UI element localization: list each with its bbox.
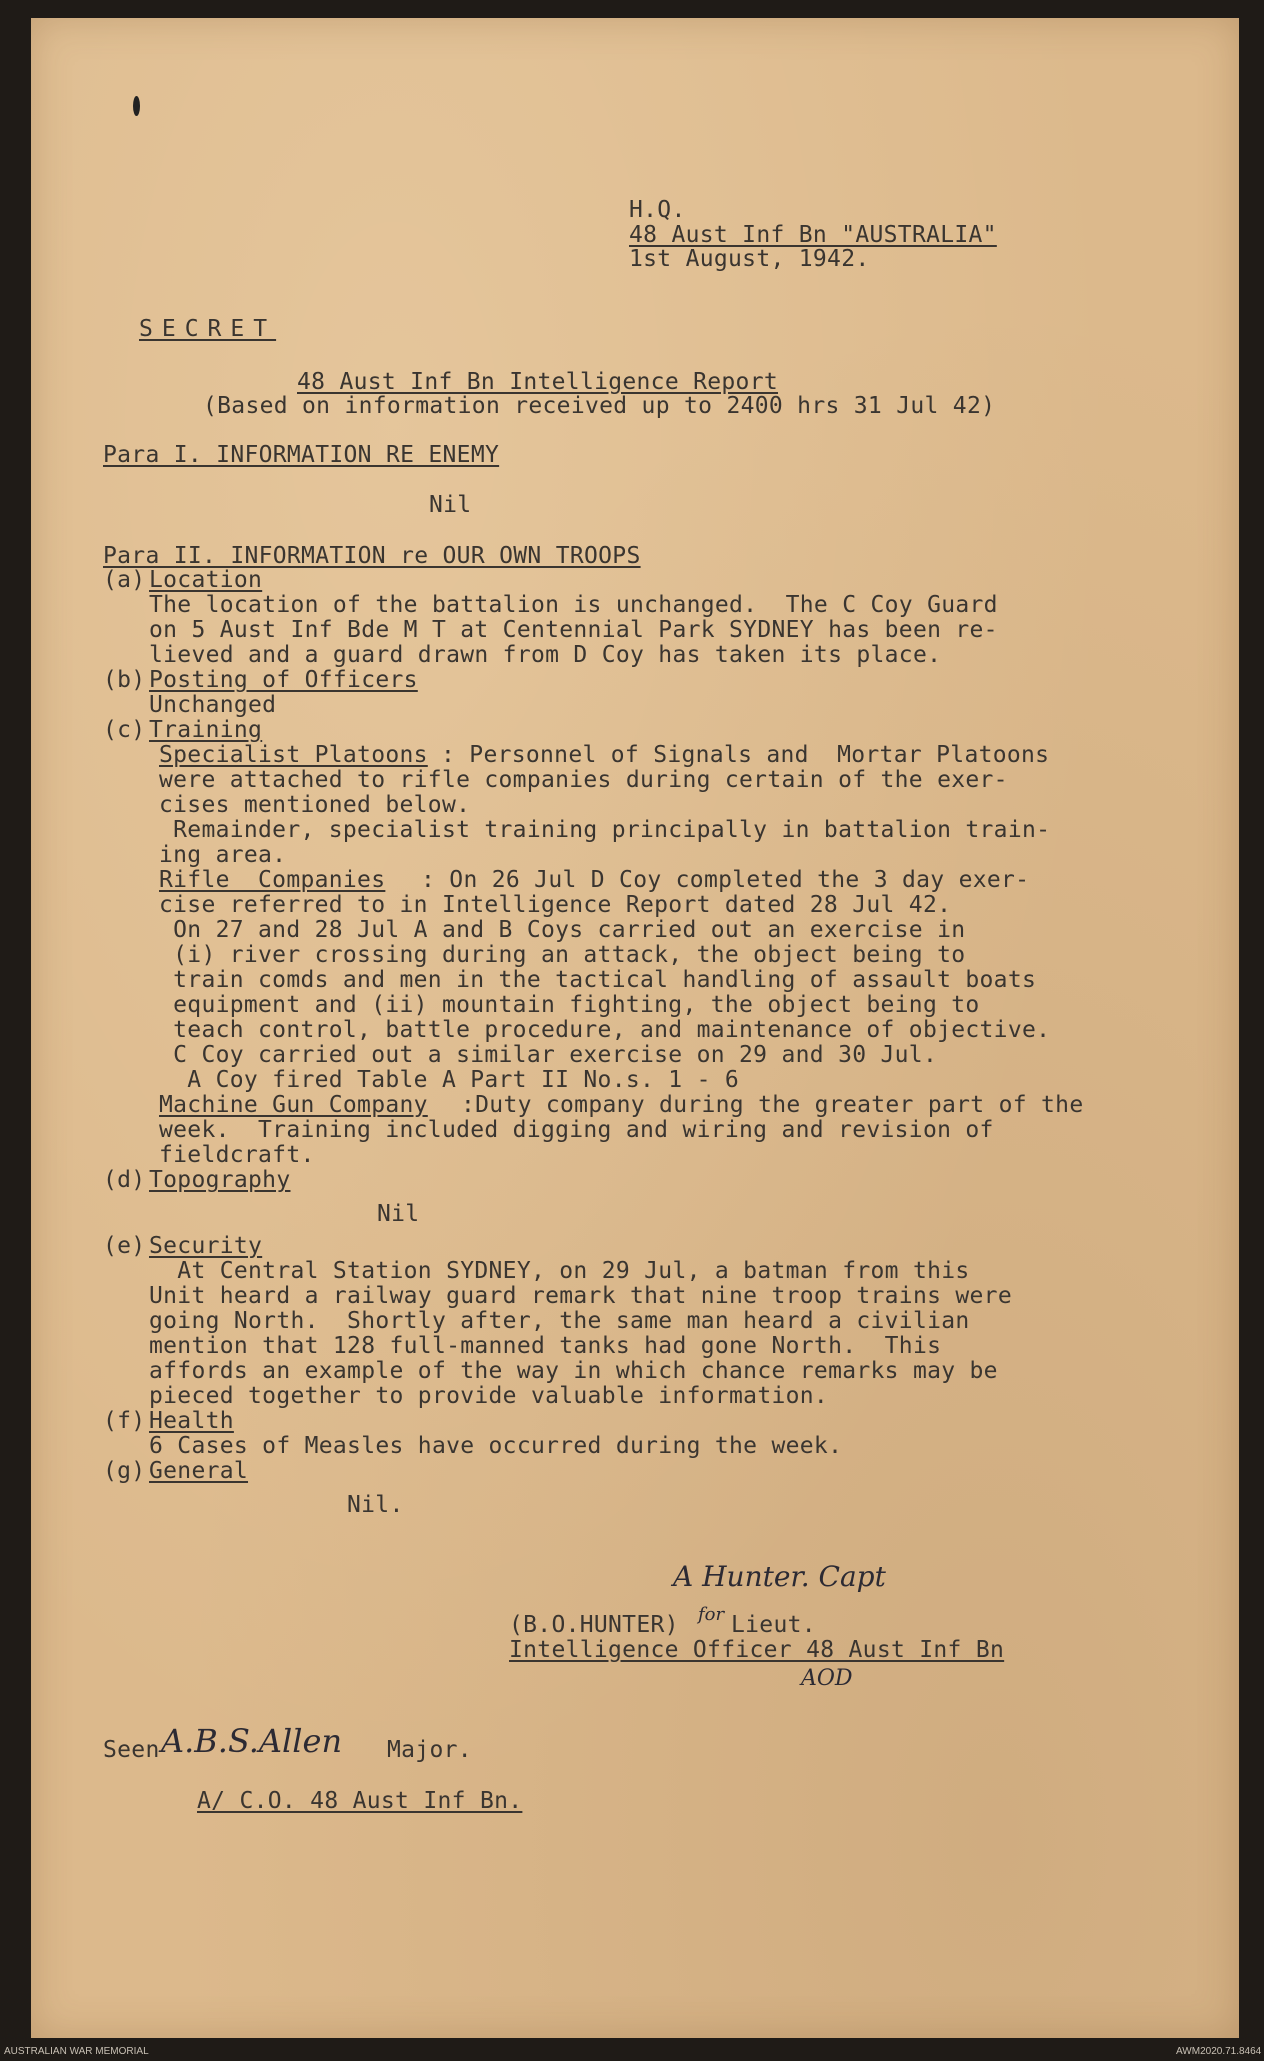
para2-heading: Para II. INFORMATION re OUR OWN TROOPS [103, 543, 641, 569]
item-f-title: Health [149, 1408, 234, 1434]
item-g-label: (g) [103, 1458, 146, 1484]
item-e-line-6: pieced together to provide valuable information. [149, 1383, 829, 1409]
item-a-title: Location [149, 567, 263, 593]
co-signature: A.B.S.Allen [161, 1722, 343, 1760]
item-a-line-2: on 5 Aust Inf Bde M T at Centennial Park SYDNEY has been re- [149, 617, 998, 643]
item-e-line-5: affords an example of the way in which chance remarks may be [149, 1358, 998, 1384]
rifle-line-6: equipment and (ii) mountain fighting, the object being to [159, 992, 980, 1018]
rifle-title: Rifle Companies [159, 867, 386, 893]
item-b-label: (b) [103, 667, 146, 693]
mg-title: Machine Gun Company [159, 1092, 428, 1118]
report-title: 48 Aust Inf Bn Intelligence Report [297, 369, 779, 395]
footer-archive-name: AUSTRALIAN WAR MEMORIAL [4, 2046, 149, 2057]
item-b-title: Posting of Officers [149, 667, 418, 693]
item-a-line-3: lieved and a guard drawn from D Coy has taken its place. [149, 642, 942, 668]
specialist-title: Specialist Platoons [159, 742, 428, 768]
seen-label: Seen [103, 1737, 160, 1763]
item-e-line-2: Unit heard a railway guard remark that nine troop trains were [149, 1283, 1012, 1309]
item-e-line-4: mention that 128 full-manned tanks had gone North. This [149, 1333, 942, 1359]
rifle-line-1: : On 26 Jul D Coy completed the 3 day exer- [421, 867, 1030, 893]
item-e-label: (e) [103, 1233, 146, 1259]
item-g-title: General [149, 1458, 249, 1484]
officer-signature: A Hunter. Capt [673, 1560, 886, 1593]
seen-role: A/ C.O. 48 Aust Inf Bn. [197, 1788, 523, 1814]
specialist-line-5: ing area. [159, 842, 287, 868]
item-f-line-1: 6 Cases of Measles have occurred during the week. [149, 1433, 843, 1459]
seen-rank: Major. [387, 1737, 472, 1763]
item-f-label: (f) [103, 1408, 146, 1434]
footer-catalogue-id: AWM2020.71.8464 [1176, 2046, 1262, 2057]
ink-mark [133, 96, 140, 116]
mg-line-3: fieldcraft. [159, 1142, 315, 1168]
rifle-line-4: (i) river crossing during an attack, the object being to [159, 942, 966, 968]
item-a-label: (a) [103, 567, 146, 593]
item-c-label: (c) [103, 717, 146, 743]
header-hq: H.Q. [629, 197, 686, 223]
item-d-title: Topography [149, 1167, 291, 1193]
para1-heading: Para I. INFORMATION RE ENEMY [103, 442, 500, 468]
item-e-line-1: At Central Station SYDNEY, on 29 Jul, a batman from this [149, 1258, 970, 1284]
document-page [31, 18, 1239, 2038]
signature-rank: Lieut. [731, 1612, 816, 1638]
para1-body: Nil [429, 492, 472, 518]
signature-name: (B.O.HUNTER) [509, 1612, 679, 1638]
item-d-body: Nil [377, 1201, 420, 1227]
item-e-line-3: going North. Shortly after, the same man heard a civilian [149, 1308, 970, 1334]
item-a-line-1: The location of the battalion is unchanged. The C Coy Guard [149, 592, 998, 618]
rifle-line-5: train comds and men in the tactical handling of assault boats [159, 967, 1037, 993]
rifle-line-2: cise referred to in Intelligence Report dated 28 Jul 42. [159, 892, 952, 918]
header-date: 1st August, 1942. [629, 246, 870, 272]
specialist-line-2: were attached to rifle companies during certain of the exer- [159, 767, 1008, 793]
item-d-label: (d) [103, 1167, 146, 1193]
specialist-line-3: cises mentioned below. [159, 792, 471, 818]
item-e-title: Security [149, 1233, 263, 1259]
rifle-line-9: A Coy fired Table A Part II No.s. 1 - 6 [159, 1067, 740, 1093]
rifle-line-7: teach control, battle procedure, and maintenance of objective. [159, 1017, 1051, 1043]
signature-role: Intelligence Officer 48 Aust Inf Bn [509, 1637, 1005, 1663]
specialist-line-4: Remainder, specialist training principally in battalion train- [159, 817, 1051, 843]
classification: SECRET [139, 316, 277, 342]
item-c-title: Training [149, 717, 263, 743]
header-unit: 48 Aust Inf Bn "AUSTRALIA" [629, 222, 997, 248]
specialist-line-1: : Personnel of Signals and Mortar Platoons [441, 742, 1050, 768]
report-subtitle: (Based on information received up to 2400 hrs 31 Jul 42) [203, 393, 996, 419]
mg-line-2: week. Training included digging and wiring and revision of [159, 1117, 994, 1143]
rifle-line-8: C Coy carried out a similar exercise on 29 and 30 Jul. [159, 1042, 938, 1068]
item-b-line-1: Unchanged [149, 692, 277, 718]
signature-initials: AOD [801, 1666, 853, 1691]
item-g-body: Nil. [347, 1492, 404, 1518]
rifle-line-3: On 27 and 28 Jul A and B Coys carried out an exercise in [159, 917, 966, 943]
signature-for-mark: for [698, 1604, 725, 1625]
mg-line-1: :Duty company during the greater part of the [461, 1092, 1084, 1118]
